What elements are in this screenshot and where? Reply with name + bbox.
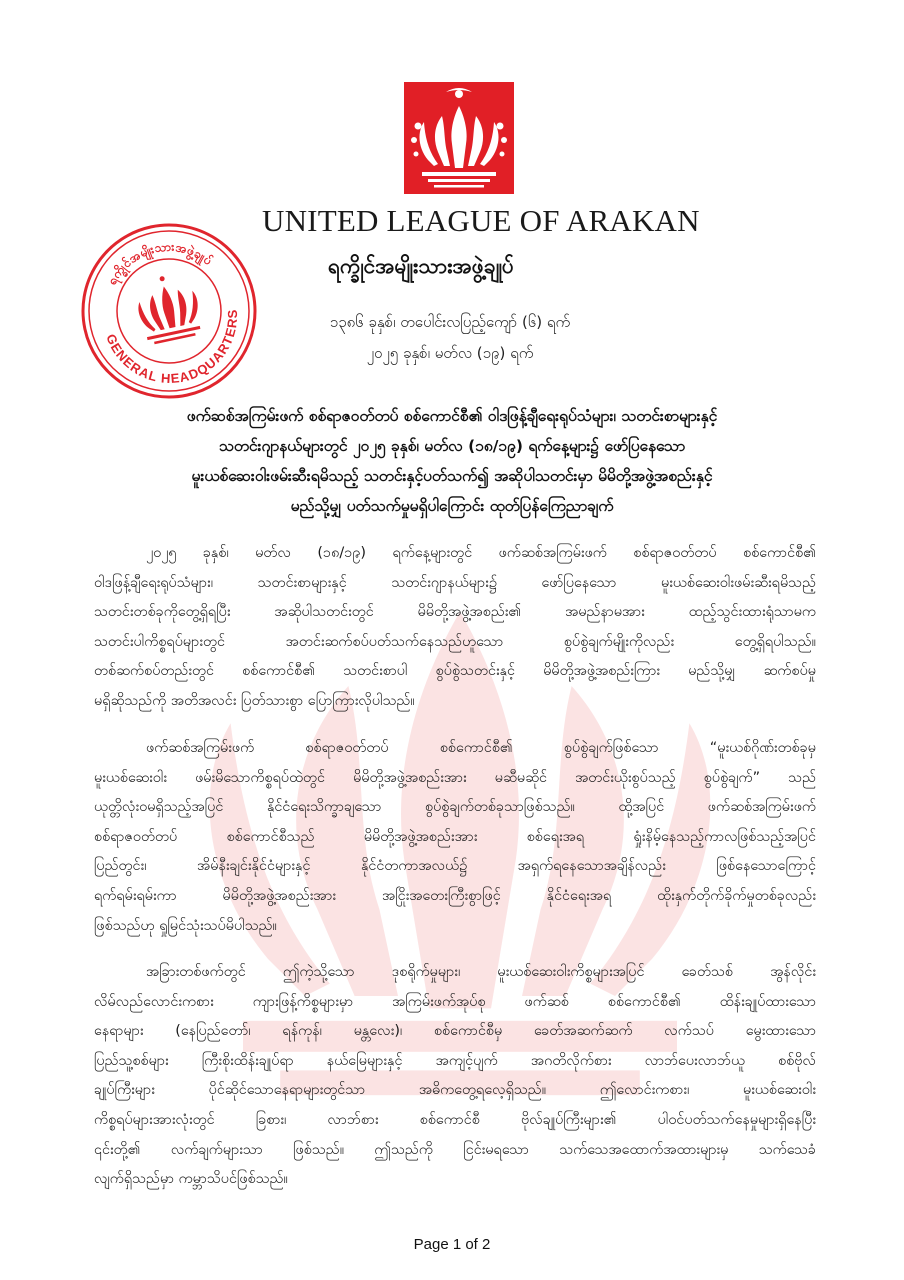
paragraph-line: ကိစ္စရပ်များအားလုံးတွင် ခြစား၊ လာဘ်စား စစ်ကောင်စီ ဗိုလ်ချုပ်ကြီးများ၏ ပါဝင်ပတ်သက်နေမှုများရှိနေပြီး [94, 1111, 816, 1128]
paragraph-line: ရက်ရမ်းရမ်းကာ မိမိတို့အဖွဲ့အစည်းအား အငြိုးအတေးကြီးစွာဖြင့် နိုင်ငံရေးအရ ထိုးနှက်တိုက်ခိုက်မှုတစ်ခုလည်း [94, 887, 816, 904]
crown-lotus-emblem-icon [404, 82, 514, 194]
paragraph-line: မရှိဆိုသည်ကို အတိအလင်း ပြတ်သားစွာ ပြောကြားလိုပါသည်။ [94, 692, 415, 709]
paragraph-line: မူးယစ်ဆေးဝါး ဖမ်းမိသောကိစ္စရပ်ထဲတွင် မိမိတို့အဖွဲ့အစည်းအား မဆီမဆိုင် အတင်းယိုးစွပ်သည့် စွပ်စွဲချက်” သည် [94, 769, 816, 786]
paragraph-line: သတင်းတစ်ခုကိုတွေ့ရှိရပြီး အဆိုပါသတင်းတွင် မိမိတို့အဖွဲ့အစည်း၏ အမည်နာမအား ထည့်သွင်းထားရုံသာမက [94, 604, 816, 621]
paragraph-line: ဝါဒဖြန့်ချီရေးရုပ်သံများ၊ သတင်းစာများနှင့် သတင်းဂျာနယ်များ၌ ဖော်ပြနေသော မူးယစ်ဆေးဝါးဖမ်းဆီးရမိသည့် [94, 574, 816, 591]
paragraph-line: ယုတ္တိလုံးဝမရှိသည့်အပြင် နိုင်ငံရေးသိက္ခာချသော စွပ်စွဲချက်တစ်ခုသာဖြစ်သည်။ ထို့အပြင် ဖက်ဆစ်အကြမ်းဖက် [94, 799, 816, 816]
paragraph-line: ဖက်ဆစ်အကြမ်းဖက် စစ်ရာဇဝတ်တပ် စစ်ကောင်စီ၏ စွပ်စွဲချက်ဖြစ်သော “မူးယစ်ဂိုဏ်းတစ်ခုမှ [146, 740, 816, 756]
title-line: ဖက်ဆစ်အကြမ်းဖက် စစ်ရာဇဝတ်တပ် စစ်ကောင်စီ၏ ဝါဒဖြန့်ချီရေးရုပ်သံများ၊ သတင်းစာများနှင့် [186, 407, 718, 425]
svg-text:GENERAL HEADQUARTERS: GENERAL HEADQUARTERS [103, 308, 241, 387]
paragraph-line: လိမ်လည်လောင်းကစား ကျားဖြန့်ကိစ္စများမှာ အကြမ်းဖက်အုပ်စု ဖက်ဆစ် စစ်ကောင်စီ၏ ထိန်းချုပ်ထားသော [94, 993, 816, 1010]
statement-title [128, 401, 776, 521]
paragraph-1 [94, 539, 816, 717]
paragraph-line: တစ်ဆက်စပ်တည်းတွင် စစ်ကောင်စီ၏ သတင်းစာပါ စွပ်စွဲသတင်းနှင့် မိမိတို့အဖွဲ့အစည်းကြား မည်သို့မျှ ဆက်စပ်မှု [94, 663, 816, 680]
organization-name-burmese: ရက္ခိုင်အမျိုးသားအဖွဲ့ချုပ် [328, 254, 514, 278]
title-line: သတင်းဂျာနယ်များတွင် ၂၀၂၅ ခုနှစ်၊ မတ်လ (၁၈/၁၉) ရက်နေ့များ၌ ဖော်ပြနေသော [218, 437, 686, 455]
page-number: Page 1 of 2 [413, 1236, 491, 1253]
title-line: မည်သို့မျှ ပတ်သက်မှုမရှိပါကြောင်း ထုတ်ပြန်ကြေညာချက် [290, 497, 614, 515]
paragraph-line: သတင်းပါကိစ္စရပ်များတွင် အတင်းဆက်စပ်ပတ်သက်နေသည်ဟူသော စွပ်စွဲချက်မျိုးကိုလည်း တွေ့ရှိရပါသည်။ [94, 633, 816, 650]
title-line: မူးယစ်ဆေးဝါးဖမ်းဆီးရမိသည့် သတင်းနှင့်ပတ်သက်၍ အဆိုပါသတင်းမှာ မိမိတို့အဖွဲ့အစည်းနှင့် [191, 467, 713, 485]
paragraph-line: လျက်ရှိသည်မှာ ကမ္ဘာသိပင်ဖြစ်သည်။ [94, 1171, 288, 1188]
paragraph-line: နေရာများ (နေပြည်တော်၊ ရန်ကုန်၊ မန္တလေး)၊ စစ်ကောင်စီမှ ခေတ်အဆက်ဆက် လက်သပ် မွေးထားသော [94, 1023, 816, 1040]
paragraph-line: ချုပ်ကြီးများ ပိုင်ဆိုင်သောနေရာများတွင်သာ အဓိကတွေ့ရလေ့ရှိသည်။ ဤလောင်းကစား၊ မူးယစ်ဆေးဝါး [94, 1082, 816, 1099]
general-headquarters-seal-icon [78, 220, 260, 402]
paragraph-line: စစ်ရာဇဝတ်တပ် စစ်ကောင်စီသည် မိမိတို့အဖွဲ့အစည်းအား စစ်ရေးအရ ရှုံးနိမ့်နေသည့်ကာလဖြစ်သည့်အပြင် [94, 828, 816, 845]
paragraph-line: ဖြစ်သည်ဟု ရှုမြင်သုံးသပ်မိပါသည်။ [94, 917, 277, 934]
paragraph-line: ပြည်တွင်း၊ အိမ်နီးချင်းနိုင်ငံများနှင့် နိုင်ငံတကာအလယ်၌ အရှက်ရနေသောအချိန်လည်း ဖြစ်နေသောကြောင့် [94, 858, 816, 875]
organization-name-english: UNITED LEAGUE OF ARAKAN [262, 203, 700, 238]
date-gregorian: ၂၀၂၅ ခုနှစ်၊ မတ်လ (၁၉) ရက် [366, 344, 534, 362]
paragraph-line: အခြားတစ်ဖက်တွင် ဤကဲ့သို့သော ဒုစရိုက်မှုများ၊ မူးယစ်ဆေးဝါးကိစ္စများအပြင် ခေတ်သစ် အွန်လိုင်း [146, 964, 816, 980]
svg-text:ရက္ခိုင်အမျိုးသားအဖွဲ့ချုပ်: ရက္ခိုင်အမျိုးသားအဖွဲ့ချုပ် [104, 239, 216, 288]
paragraph-3 [94, 958, 816, 1195]
paragraph-line: ၎င်းတို့၏ လက်ချက်များသာ ဖြစ်သည်။ ဤသည်ကို ငြင်းမရသော သက်သေအထောက်အထားများမှ သက်သေခံ [94, 1141, 816, 1158]
paragraph-2 [94, 734, 816, 941]
paragraph-line: ၂၀၂၅ ခုနှစ်၊ မတ်လ (၁၈/၁၉) ရက်နေ့များတွင် ဖက်ဆစ်အကြမ်းဖက် စစ်ရာဇဝတ်တပ် စစ်ကောင်စီ၏ [146, 545, 816, 561]
paragraph-line: ပြည်သူ့စစ်များ ကြီးစိုးထိန်းချုပ်ရာ နယ်မြေများနှင့် အကျင့်ပျက် အဂတိလိုက်စား လာဘ်ပေးလာဘ်ယူ စစ်ဗိုလ် [94, 1052, 816, 1069]
date-burmese-calendar: ၁၃၈၆ ခုနှစ်၊ တပေါင်းလပြည့်ကျော် (၆) ရက် [329, 313, 571, 331]
